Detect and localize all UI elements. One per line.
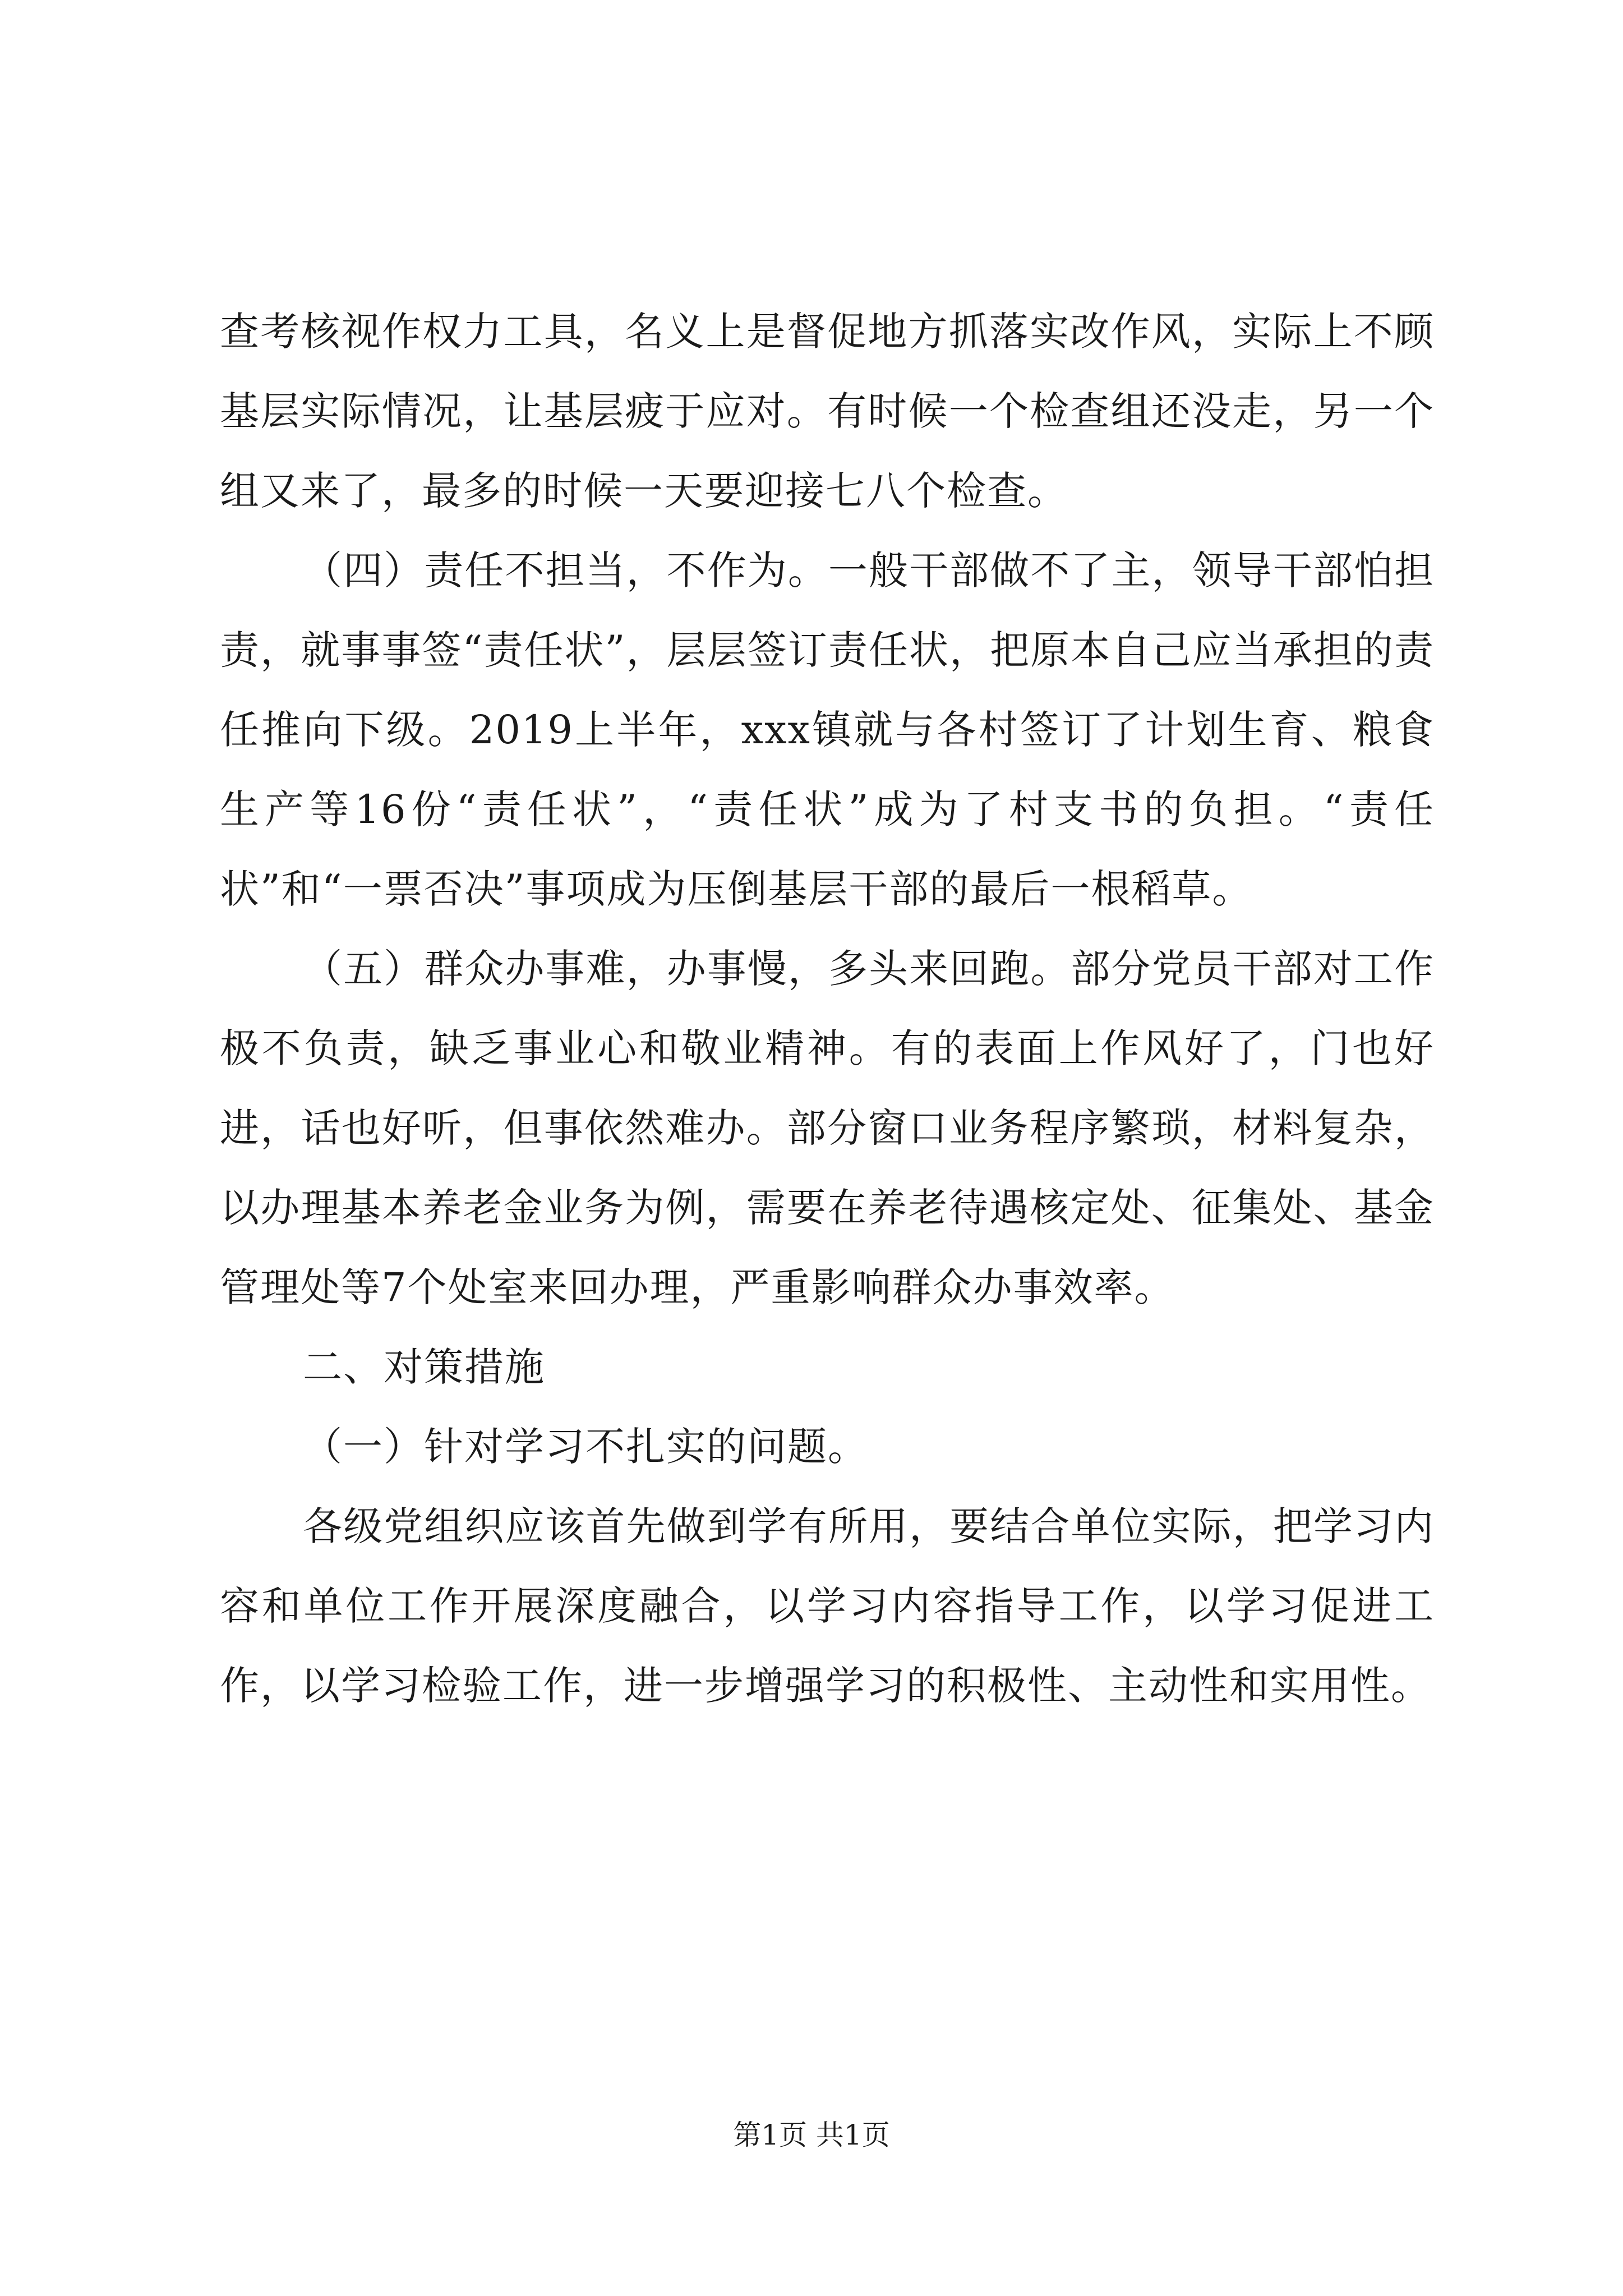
paragraph-section-four: （四）责任不担当，不作为。一般干部做不了主，领导干部怕担责，就事事签“责任状”，层层签订责任状，把原本自己应当承担的责任推向下级。2019上半年，xxx镇就与各村签订了计划生育、粮食生产等16份“责任状”，“责任状”成为了村支书的负担。“责任状”和“一票否决”事项成为压倒基层干部的最后一根稻草。	[220, 547, 1435, 912]
paragraph-section-five: （五）群众办事难，办事慢，多头来回跑。部分党员干部对工作极不负责，缺乏事业心和敬业精神。有的表面上作风好了，门也好进，话也好听，但事依然难办。部分窗口业务程序繁琐，材料复杂，以办理基本养老金业务为例，需要在养老待遇核定处、征集处、基金管理处等7个处室来回办理，严重影响群众办事效率。	[220, 946, 1435, 1310]
subheading-study-issue: （一）针对学习不扎实的问题。	[303, 1424, 868, 1470]
heading-countermeasures: 二、对策措施	[303, 1344, 545, 1390]
document-body	[220, 292, 1435, 1726]
paragraph-continuation: 查考核视作权力工具，名义上是督促地方抓落实改作风，实际上不顾基层实际情况，让基层疲于应对。有时候一个检查组还没走，另一个组又来了，最多的时候一天要迎接七八个检查。	[220, 309, 1435, 514]
paragraph-study-measures: 各级党组织应该首先做到学有所用，要结合单位实际，把学习内容和单位工作开展深度融合，以学习内容指导工作，以学习促进工作，以学习检验工作，进一步增强学习的积极性、主动性和实用性。	[220, 1503, 1435, 1709]
page-footer: 第1页 共1页	[733, 2119, 890, 2151]
